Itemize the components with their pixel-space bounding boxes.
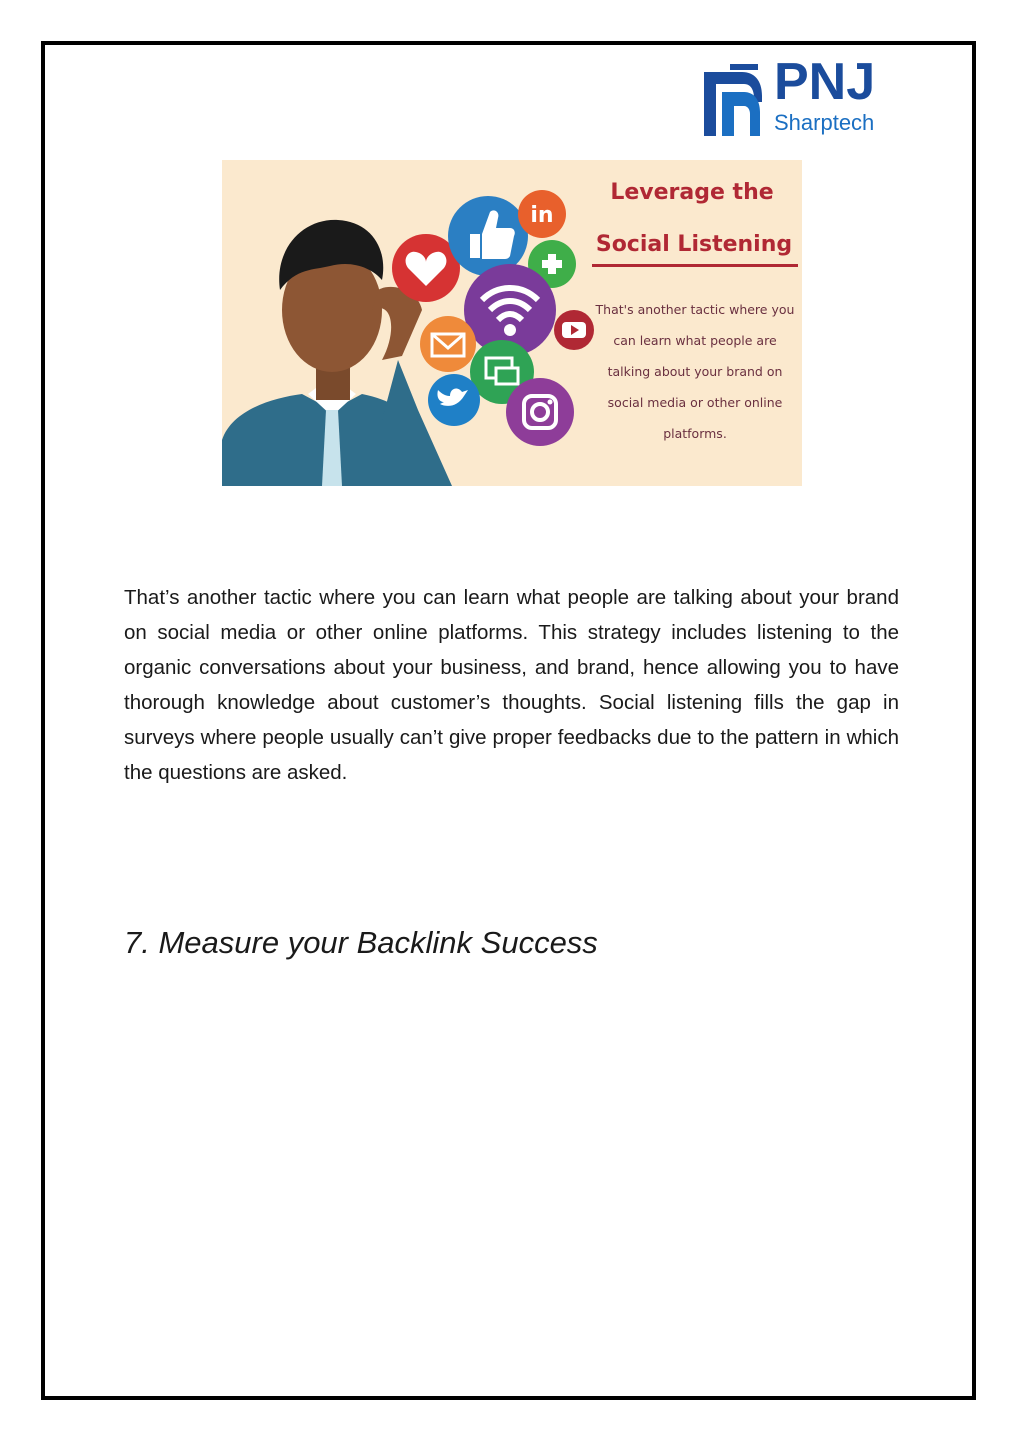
mail-icon — [420, 316, 476, 372]
body-paragraph: That’s another tactic where you can learn what people are talking about your brand on social media or other online platforms. This strategy includes listening to the organic conversations about your business, and brand, hence allowing you to have thorough knowledge about customer’s thoughts. Social listening fills the gap in surveys where people usually can’t give proper feedbacks due to the pattern in which the questions are asked. — [124, 586, 899, 784]
twitter-icon — [428, 374, 480, 426]
linkedin-icon — [518, 190, 566, 238]
social-listening-illustration — [222, 160, 802, 486]
logo-tagline: Sharptech — [774, 110, 875, 135]
illustration-title-underline — [592, 264, 798, 267]
youtube-icon — [554, 310, 594, 350]
pnj-logo-mark-icon — [700, 62, 762, 138]
illustration-caption: That's another tactic where you can learn what people are talking about your brand on social media or other online platforms. — [595, 302, 795, 441]
thumbs-up-icon — [448, 196, 528, 276]
instagram-icon — [506, 378, 574, 446]
company-logo — [700, 53, 890, 140]
illustration-title-line2: Social Listening — [595, 232, 793, 257]
logo-brand-text: PNJ — [774, 53, 876, 111]
svg-text:in: in — [530, 203, 554, 228]
illustration-title-line1: Leverage the — [610, 180, 774, 205]
section-heading: 7. Measure your Backlink Success — [124, 925, 598, 960]
